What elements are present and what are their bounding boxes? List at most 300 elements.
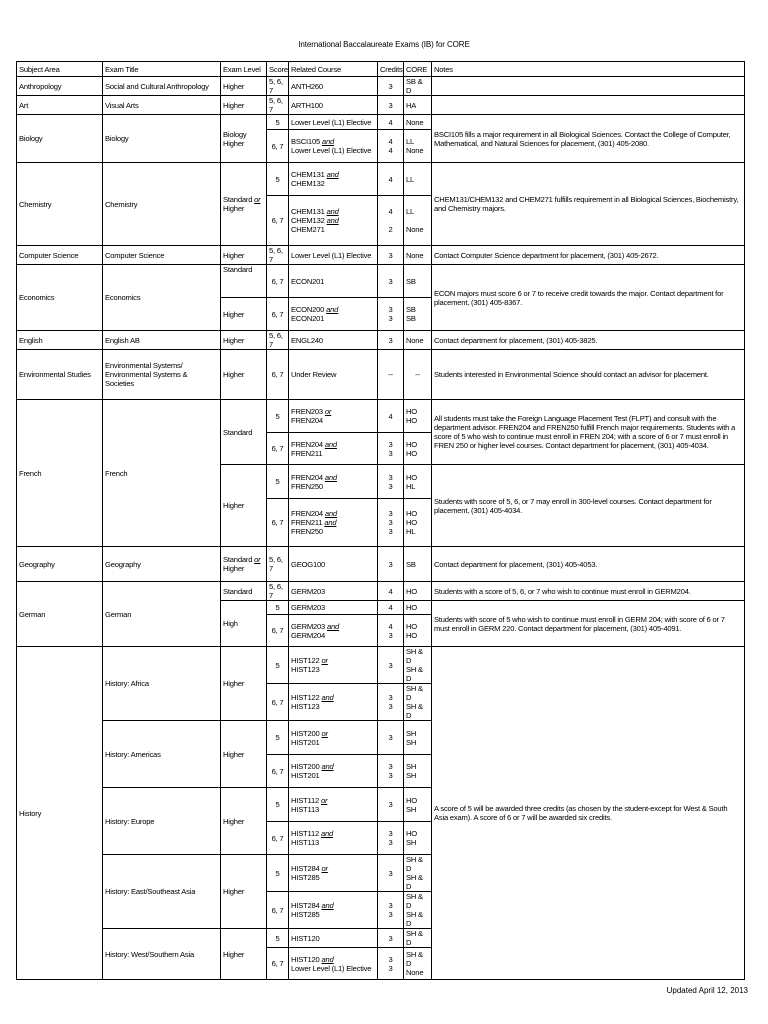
course-line: CHEM132 (291, 216, 325, 225)
course-cell (289, 788, 378, 822)
notes-cell: Students interested in Environmental Science should contact an advisor for placement. (432, 350, 745, 400)
course-cell: Lower Level (L1) Elective (289, 246, 378, 265)
score-cell: 5 (267, 929, 289, 948)
course-cell (289, 948, 378, 980)
conjunction: and (321, 693, 334, 702)
credits-cell: 3 (378, 647, 404, 684)
level-cell: Higher (221, 465, 267, 547)
course-line: HIST284 (291, 901, 320, 910)
subject-cell: French (17, 400, 103, 547)
credits-cell (378, 465, 404, 499)
exam-cell: History: East/Southeast Asia (103, 855, 221, 929)
course-line: HIST123 (291, 665, 320, 674)
header-notes: Notes (432, 62, 745, 77)
core-cell: LL (404, 163, 432, 196)
level-cell: Higher (221, 929, 267, 980)
updated-date: Updated April 12, 2013 (666, 986, 748, 995)
core-line: SH & D (406, 647, 423, 665)
conjunction: and (326, 170, 339, 179)
core-cell: -- (404, 350, 432, 400)
exam-cell: History: Africa (103, 647, 221, 721)
core-line: HO (406, 416, 417, 425)
credit-line: 3 (388, 630, 393, 640)
credits-cell: -- (378, 350, 404, 400)
course-line: HIST123 (291, 702, 320, 711)
core-cell (404, 298, 432, 331)
course-line: GERM204 (291, 630, 326, 640)
credit-line: 3 (388, 771, 393, 780)
subject-cell: English (17, 331, 103, 350)
notes-cell (432, 96, 745, 115)
core-line: SH (406, 838, 417, 847)
subject-cell: Anthropology (17, 77, 103, 96)
score-cell: 5 (267, 400, 289, 433)
core-cell (404, 788, 432, 822)
core-cell: HO (404, 582, 432, 601)
credit-line: 3 (388, 693, 393, 702)
score-cell: 6, 7 (267, 265, 289, 298)
header-subject: Subject Area (17, 62, 103, 77)
course-line: HIST113 (291, 838, 320, 847)
course-line: HIST113 (291, 804, 320, 814)
notes-cell: Students with score of 5, 6, or 7 may enroll in 300-level courses. Contact department for placement, (301) 405-4034. (432, 465, 745, 547)
page-title: International Baccalaureate Exams (IB) for CORE (298, 40, 470, 49)
score-cell: 5 (267, 163, 289, 196)
course-line: CHEM132 (291, 179, 325, 188)
core-line: None (406, 146, 424, 155)
course-cell (289, 755, 378, 788)
score-cell: 5 (267, 788, 289, 822)
course-line: FREN204 (291, 439, 323, 449)
course-cell: GERM203 (289, 582, 378, 601)
level-cell: Higher (221, 298, 267, 331)
conjunction: and (324, 439, 337, 449)
credits-cell: 3 (378, 855, 404, 892)
conjunction: and (326, 216, 339, 225)
core-line: HO (406, 630, 417, 640)
credits-cell (378, 130, 404, 163)
exam-cell: Computer Science (103, 246, 221, 265)
credit-line: 3 (388, 472, 393, 482)
course-line: HIST122 (291, 693, 320, 702)
credits-cell (378, 948, 404, 980)
course-line: FREN204 (291, 509, 323, 518)
level-cell (221, 115, 267, 163)
core-line: SH & D (406, 665, 423, 683)
course-line: FREN204 (291, 472, 323, 482)
header-row (17, 62, 745, 77)
core-line: HO (406, 829, 417, 838)
notes-cell (432, 77, 745, 96)
conjunction: and (321, 901, 334, 910)
notes-cell: All students must take the Foreign Language Placement Test (FLPT) and consult with the department advisor. FREN204 and FREN250 fulfill French major requirements. Students with a score of 5 who wish to continue must enroll in FREN 204; with a score of 6 or 7 must enroll in FREN 250 or higher level courses. Contact department for placement, (301) 405-4034. (432, 400, 745, 465)
level-line: Higher (223, 138, 245, 148)
course-line: HIST201 (291, 737, 320, 747)
exam-cell: German (103, 582, 221, 647)
level-cell: Higher (221, 855, 267, 929)
core-cell (404, 433, 432, 465)
score-cell: 5, 6, 7 (267, 77, 289, 96)
credits-cell (378, 615, 404, 647)
header-course: Related Course (289, 62, 378, 77)
course-line: HIST285 (291, 910, 320, 919)
score-cell: 6, 7 (267, 433, 289, 465)
score-cell: 5 (267, 721, 289, 755)
core-cell: None (404, 246, 432, 265)
core-line: SB (406, 314, 416, 323)
level-cell: Standard (221, 582, 267, 601)
subject-cell: Environmental Studies (17, 350, 103, 400)
credit-line: 3 (388, 448, 393, 458)
core-line: None (406, 968, 424, 977)
credits-cell (378, 892, 404, 929)
conjunction: and (326, 207, 339, 216)
course-cell (289, 298, 378, 331)
course-cell (289, 196, 378, 246)
core-cell: SB (404, 547, 432, 582)
score-cell: 6, 7 (267, 615, 289, 647)
course-line: CHEM131 (291, 170, 325, 179)
notes-cell: Contact Computer Science department for placement, (301) 405-2672. (432, 246, 745, 265)
course-cell (289, 400, 378, 433)
level-line: Standard (223, 555, 253, 564)
course-cell (289, 499, 378, 547)
course-cell (289, 855, 378, 892)
credits-cell (378, 196, 404, 246)
credits-cell: 3 (378, 721, 404, 755)
level-line: Standard (223, 195, 253, 204)
course-line: CHEM271 (291, 225, 325, 234)
exam-cell: Biology (103, 115, 221, 163)
level-cell: Standard (221, 265, 267, 298)
level-line: Higher (223, 204, 245, 213)
notes-cell: Students with a score of 5, 6, or 7 who wish to continue must enroll in GERM204. (432, 582, 745, 601)
credits-cell: 3 (378, 246, 404, 265)
credits-cell: 4 (378, 115, 404, 130)
table-row (17, 163, 745, 196)
credit-line: 3 (388, 702, 393, 711)
notes-cell: A score of 5 will be awarded three credits (as chosen by the student-except for West & South Asia exam). A score of 6 or 7 will be awarded six credits. (432, 647, 745, 980)
course-cell (289, 684, 378, 721)
score-cell: 6, 7 (267, 499, 289, 547)
exam-line: Environmental Systems/ (105, 361, 183, 370)
core-cell (404, 647, 432, 684)
credit-line: 3 (388, 901, 393, 910)
exam-cell: French (103, 400, 221, 547)
score-cell: 5, 6, 7 (267, 331, 289, 350)
core-cell: SB (404, 265, 432, 298)
subject-cell: Geography (17, 547, 103, 582)
credit-line: 3 (388, 829, 393, 838)
core-line: SH (406, 728, 417, 738)
course-cell (289, 892, 378, 929)
credits-cell: 3 (378, 929, 404, 948)
notes-cell: Students with score of 5 who wish to continue must enroll in GERM 204; with score of 6 or 7 must enroll in GERM 220. Contact department for placement, (301) 405-4091. (432, 601, 745, 647)
core-line: SH & D (406, 873, 423, 891)
core-line: SH & D (406, 684, 423, 702)
notes-cell: BSCI105 fills a major requirement in all Biological Sciences. Contact the College of Computer, Mathematical, and Natural Sciences for placement, (301) 405-2080. (432, 115, 745, 163)
table-row (17, 350, 745, 400)
header-level: Exam Level (221, 62, 267, 77)
conjunction: or (254, 555, 261, 564)
conjunction: or (320, 795, 328, 805)
core-cell (404, 721, 432, 755)
score-cell: 6, 7 (267, 298, 289, 331)
course-cell: ECON201 (289, 265, 378, 298)
credits-cell: 3 (378, 77, 404, 96)
ib-exam-table (16, 61, 745, 980)
conjunction: and (324, 509, 337, 518)
table-row (17, 647, 745, 684)
level-cell: Standard (221, 400, 267, 465)
score-cell: 6, 7 (267, 130, 289, 163)
course-cell (289, 433, 378, 465)
table-row (17, 115, 745, 130)
table-row (17, 246, 745, 265)
conjunction: or (321, 656, 328, 665)
core-cell: SB & D (404, 77, 432, 96)
score-cell: 6, 7 (267, 822, 289, 855)
credit-line: 3 (388, 910, 393, 919)
level-cell: Higher (221, 77, 267, 96)
course-line: HIST201 (291, 771, 320, 780)
exam-cell: Social and Cultural Anthropology (103, 77, 221, 96)
credits-cell: 3 (378, 265, 404, 298)
subject-cell: Economics (17, 265, 103, 331)
course-cell (289, 822, 378, 855)
course-line: HIST285 (291, 873, 320, 882)
level-cell: Higher (221, 331, 267, 350)
core-line: LL (406, 207, 415, 216)
course-line: ECON201 (291, 314, 325, 323)
core-line: HO (406, 621, 417, 631)
credit-line: 4 (388, 207, 393, 216)
score-cell: 6, 7 (267, 755, 289, 788)
course-line: FREN250 (291, 481, 323, 491)
course-line: BSCI105 (291, 137, 320, 146)
course-cell: ARTH100 (289, 96, 378, 115)
core-line: SH & D (406, 910, 423, 928)
score-cell: 5 (267, 855, 289, 892)
core-cell (404, 684, 432, 721)
conjunction: and (321, 954, 334, 964)
score-cell: 5, 6, 7 (267, 582, 289, 601)
course-cell (289, 721, 378, 755)
score-cell: 5, 6, 7 (267, 246, 289, 265)
credit-line: 4 (388, 146, 393, 155)
subject-cell: Computer Science (17, 246, 103, 265)
credit-line: 4 (388, 621, 393, 631)
level-cell: Higher (221, 647, 267, 721)
level-cell: Higher (221, 246, 267, 265)
conjunction: and (321, 762, 334, 771)
course-line: GERM203 (291, 621, 326, 631)
core-line: SH & D (406, 855, 423, 873)
level-cell: High (221, 601, 267, 647)
course-cell: HIST120 (289, 929, 378, 948)
exam-cell: Chemistry (103, 163, 221, 246)
level-cell: Higher (221, 788, 267, 855)
table-row (17, 77, 745, 96)
score-cell: 5 (267, 115, 289, 130)
course-line: HIST200 (291, 728, 320, 738)
core-cell (404, 948, 432, 980)
credit-line: 3 (388, 963, 393, 973)
score-cell: 6, 7 (267, 196, 289, 246)
credit-line: 3 (388, 527, 393, 536)
conjunction: and (326, 305, 339, 314)
exam-cell (103, 350, 221, 400)
credit-line: 3 (388, 762, 393, 771)
table-row (17, 582, 745, 601)
credits-cell: 3 (378, 547, 404, 582)
credits-cell (378, 433, 404, 465)
core-cell: None (404, 331, 432, 350)
core-line: SH & D (406, 702, 423, 720)
core-cell (404, 892, 432, 929)
credits-cell: 4 (378, 601, 404, 615)
conjunction: or (321, 728, 328, 738)
table-row (17, 331, 745, 350)
course-line: Lower Level (L1) Elective (291, 963, 372, 973)
credit-line: 3 (388, 954, 393, 964)
subject-cell: Biology (17, 115, 103, 163)
conjunction: and (326, 621, 340, 631)
course-line: FREN211 (291, 448, 323, 458)
course-line: HIST120 (291, 954, 320, 964)
conjunction: or (254, 195, 261, 204)
course-line: HIST200 (291, 762, 320, 771)
credit-line: 2 (388, 225, 393, 234)
core-line: SH & D (406, 950, 423, 968)
course-line: HIST112 (291, 795, 320, 805)
conjunction: and (320, 829, 334, 838)
level-cell: Higher (221, 350, 267, 400)
core-cell: HO (404, 601, 432, 615)
core-line: SH (406, 771, 417, 780)
header-score: Score (267, 62, 289, 77)
core-line: HL (406, 481, 416, 491)
course-line: CHEM131 (291, 207, 325, 216)
core-line: SH & D (406, 892, 423, 910)
conjunction: and (324, 518, 337, 527)
exam-cell: Visual Arts (103, 96, 221, 115)
level-cell (221, 163, 267, 246)
exam-cell: Geography (103, 547, 221, 582)
core-line: HL (406, 527, 416, 536)
credits-cell: 4 (378, 163, 404, 196)
notes-cell: Contact department for placement, (301) 405-3825. (432, 331, 745, 350)
core-line: HO (406, 795, 417, 805)
core-line: None (406, 225, 424, 234)
exam-cell: History: Europe (103, 788, 221, 855)
course-cell: Lower Level (L1) Elective (289, 115, 378, 130)
core-cell: None (404, 115, 432, 130)
subject-cell: Chemistry (17, 163, 103, 246)
score-cell: 6, 7 (267, 948, 289, 980)
course-cell: ANTH260 (289, 77, 378, 96)
notes-cell: ECON majors must score 6 or 7 to receive credit towards the major. Contact department for placement, (301) 405-8367. (432, 265, 745, 331)
score-cell: 5 (267, 465, 289, 499)
level-cell: Higher (221, 721, 267, 788)
exam-cell: Economics (103, 265, 221, 331)
course-cell (289, 130, 378, 163)
score-cell: 5, 6, 7 (267, 547, 289, 582)
course-cell (289, 163, 378, 196)
course-line: FREN211 (291, 518, 323, 527)
score-cell: 6, 7 (267, 892, 289, 929)
exam-cell: History: West/Southern Asia (103, 929, 221, 980)
score-cell: 5, 6, 7 (267, 96, 289, 115)
credits-cell (378, 298, 404, 331)
credit-line: 3 (388, 314, 393, 323)
conjunction: and (324, 472, 337, 482)
course-line: FREN204 (291, 416, 323, 425)
core-cell (404, 855, 432, 892)
notes-cell: CHEM131/CHEM132 and CHEM271 fulfills requirement in all Biological Sciences, Biochemistry, and Chemistry majors. (432, 163, 745, 246)
course-line: HIST122 (291, 656, 320, 665)
credits-cell: 4 (378, 582, 404, 601)
exam-line: Environmental Systems & Societies (105, 370, 188, 388)
exam-cell: History: Americas (103, 721, 221, 788)
score-cell: 6, 7 (267, 684, 289, 721)
core-cell (404, 822, 432, 855)
credit-line: 4 (388, 137, 393, 146)
core-cell (404, 615, 432, 647)
notes-cell: Contact department for placement, (301) 405-4053. (432, 547, 745, 582)
table-row (17, 96, 745, 115)
credits-cell (378, 822, 404, 855)
credit-line: 3 (388, 439, 393, 449)
credits-cell: 3 (378, 331, 404, 350)
core-cell (404, 196, 432, 246)
core-cell: HA (404, 96, 432, 115)
core-line: HO (406, 439, 417, 449)
credit-line: 3 (388, 518, 393, 527)
course-cell (289, 615, 378, 647)
credit-line: 3 (388, 838, 393, 847)
level-cell: Higher (221, 96, 267, 115)
core-line: SH (406, 804, 417, 814)
course-cell: ENGL240 (289, 331, 378, 350)
course-cell: Under Review (289, 350, 378, 400)
course-line: Lower Level (L1) Elective (291, 146, 372, 155)
course-line: HIST284 (291, 864, 320, 873)
conjunction: or (321, 864, 328, 873)
credits-cell: 3 (378, 788, 404, 822)
course-cell: GEOG100 (289, 547, 378, 582)
core-line: SB (406, 305, 416, 314)
core-cell (404, 499, 432, 547)
course-line: FREN203 (291, 407, 323, 416)
header-credits: Credits (378, 62, 404, 77)
core-cell (404, 130, 432, 163)
credits-cell: 4 (378, 400, 404, 433)
core-line: SH (406, 737, 417, 747)
core-cell (404, 755, 432, 788)
subject-cell: Art (17, 96, 103, 115)
table-row (17, 547, 745, 582)
level-cell (221, 547, 267, 582)
core-line: HO (406, 518, 417, 527)
credit-line: 3 (388, 305, 393, 314)
core-line: HO (406, 448, 417, 458)
core-line: SH (406, 762, 417, 771)
core-cell (404, 465, 432, 499)
course-cell (289, 647, 378, 684)
core-line: HO (406, 472, 417, 482)
core-line: HO (406, 407, 417, 416)
